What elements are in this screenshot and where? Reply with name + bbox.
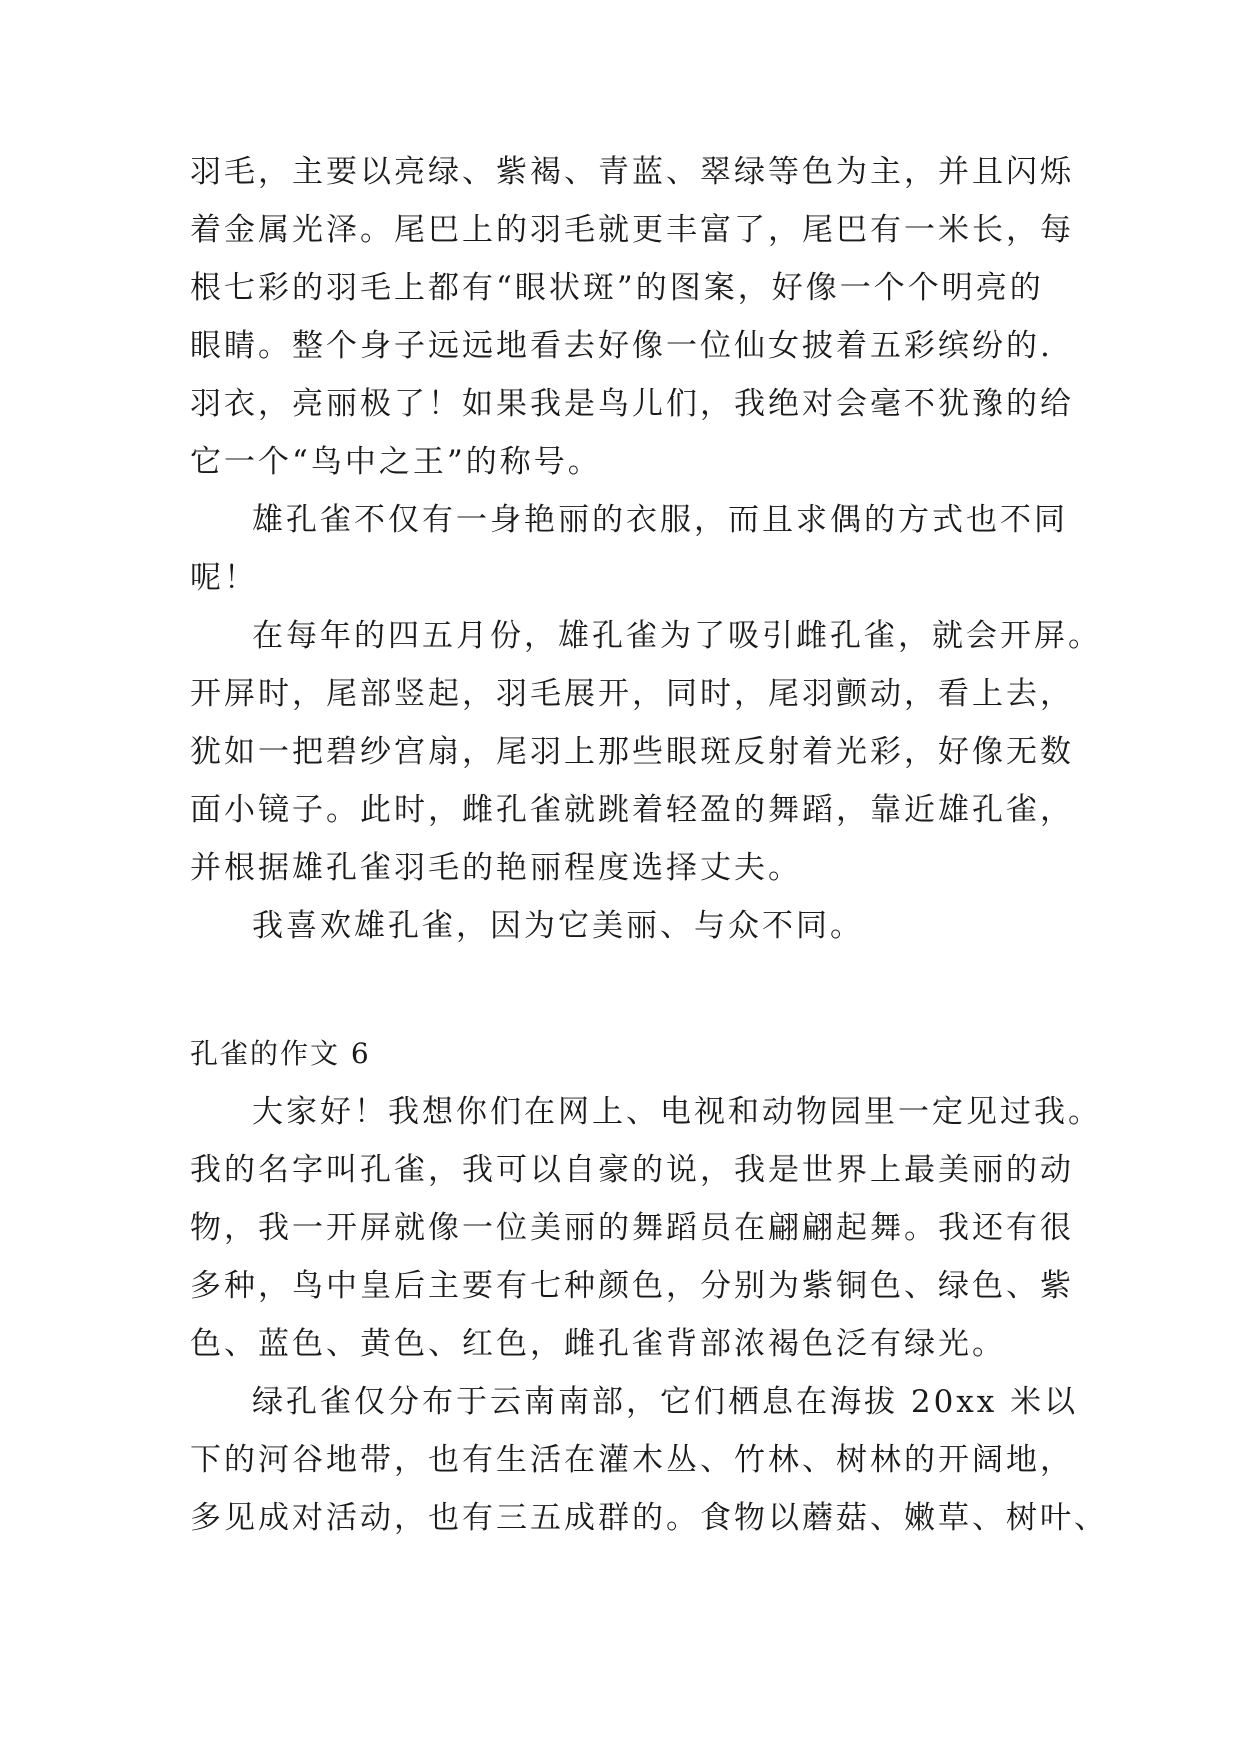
text-line: 雄孔雀不仅有一身艳丽的衣服，而且求偶的方式也不同 [252,502,1068,538]
text-line: 色、蓝色、黄色、红色，雌孔雀背部浓褐色泛有绿光。 [190,1326,1006,1362]
text-line: 根七彩的羽毛上都有“眼状斑”的图案，好像一个个明亮的 [190,270,1044,306]
text-line: 它一个“鸟中之王”的称号。 [190,444,602,480]
text-line: 我的名字叫孔雀，我可以自豪的说，我是世界上最美丽的动 [190,1152,1074,1188]
text-line: 呢！ [190,560,258,596]
text-line: 在每年的四五月份，雄孔雀为了吸引雌孔雀，就会开屏。 [252,618,1102,654]
text-line: 物，我一开屏就像一位美丽的舞蹈员在翩翩起舞。我还有很 [190,1210,1074,1246]
text-line: 面小镜子。此时，雌孔雀就跳着轻盈的舞蹈，靠近雄孔雀， [190,792,1074,828]
text-line: 开屏时，尾部竖起，羽毛展开，同时，尾羽颤动，看上去， [190,676,1074,712]
text-line: 并根据雄孔雀羽毛的艳丽程度选择丈夫。 [190,850,802,886]
text-line: 眼睛。整个身子远远地看去好像一位仙女披着五彩缤纷的. [190,328,1053,364]
text-line: 羽衣，亮丽极了！如果我是鸟儿们，我绝对会毫不犹豫的给 [190,386,1074,422]
text-line: 下的河谷地带，也有生活在灌木丛、竹林、树林的开阔地， [190,1442,1074,1478]
text-line: 多种，鸟中皇后主要有七种颜色，分别为紫铜色、绿色、紫 [190,1268,1074,1304]
text-line: 我喜欢雄孔雀，因为它美丽、与众不同。 [252,908,864,944]
section-title: 孔雀的作文 6 [190,1037,371,1070]
text-line: 羽毛，主要以亮绿、紫褐、青蓝、翠绿等色为主，并且闪烁 [190,154,1074,190]
text-line: 多见成对活动，也有三五成群的。食物以蘑菇、嫩草、树叶、 [190,1500,1108,1536]
text-line: 着金属光泽。尾巴上的羽毛就更丰富了，尾巴有一米长，每 [190,212,1074,248]
text-line: 犹如一把碧纱宫扇，尾羽上那些眼斑反射着光彩，好像无数 [190,734,1074,770]
text-line: 绿孔雀仅分布于云南南部，它们栖息在海拔 20xx 米以 [252,1384,1079,1420]
text-line: 大家好！我想你们在网上、电视和动物园里一定见过我。 [252,1094,1102,1130]
